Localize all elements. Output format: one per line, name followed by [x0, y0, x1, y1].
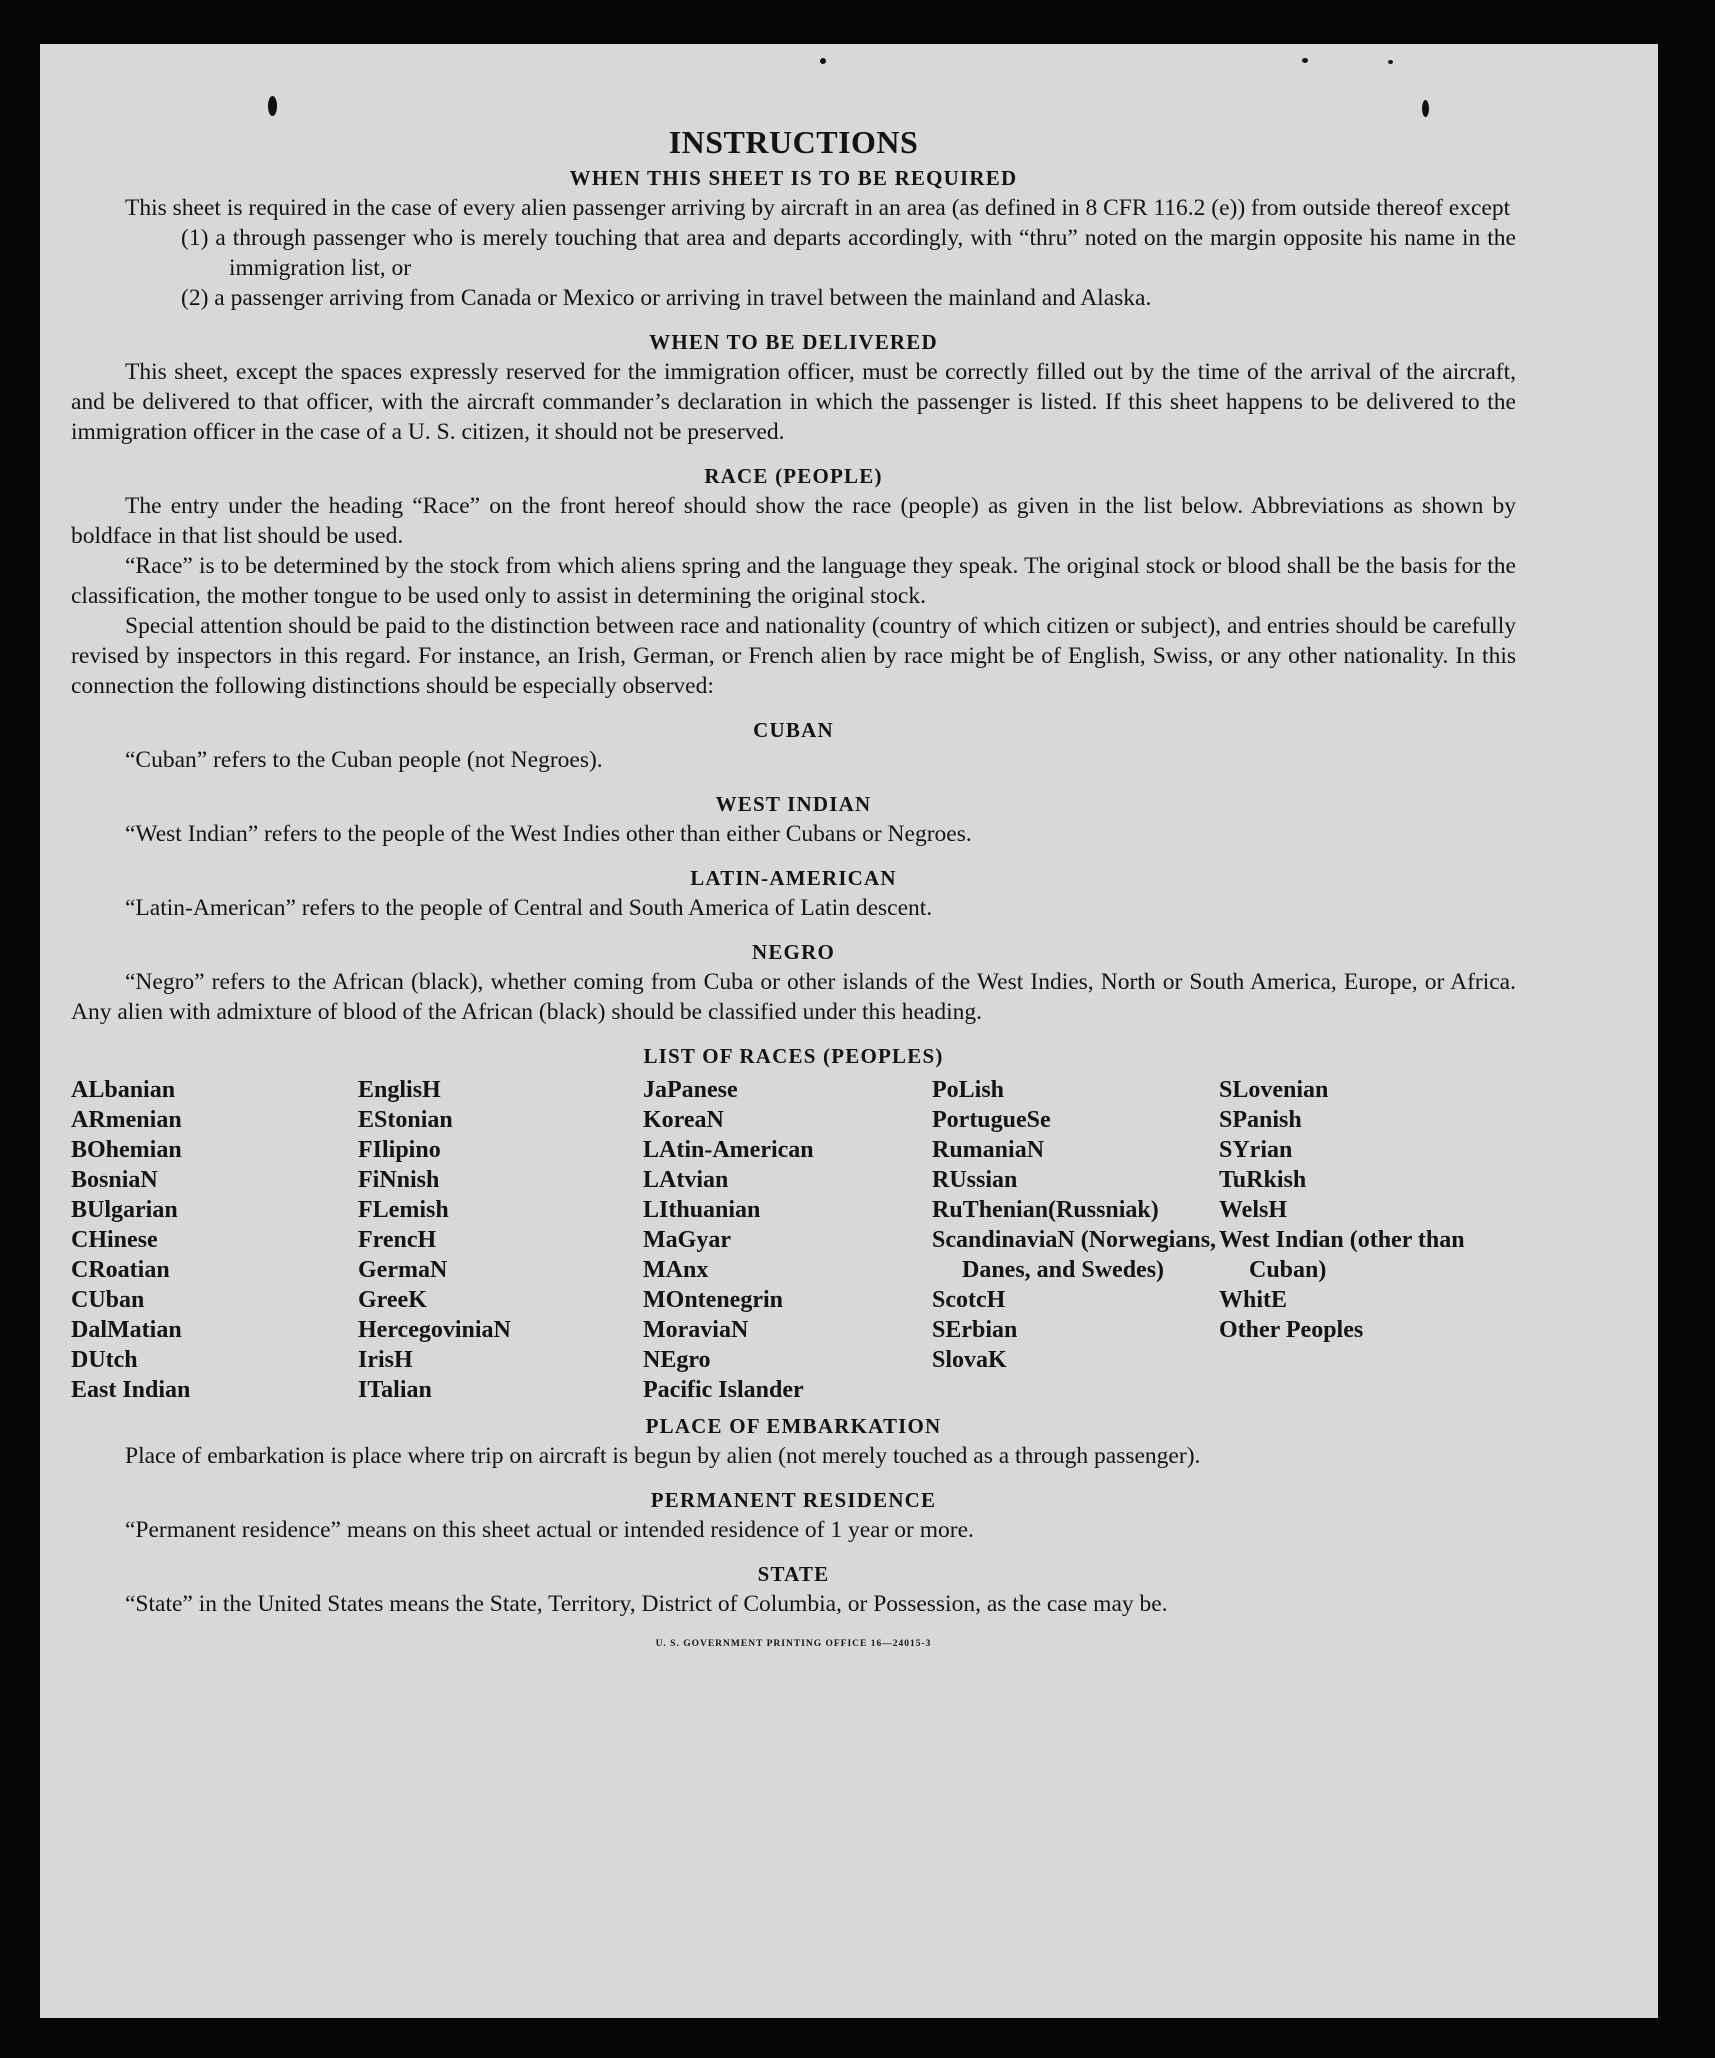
race-item: DUtch	[71, 1347, 138, 1373]
ink-speck	[1422, 100, 1429, 117]
race-item: SErbian	[932, 1317, 1018, 1343]
exception-item: (2) a passenger arriving from Canada or Mexico or arriving in travel between the mainland and Alaska.	[181, 285, 1152, 311]
permanent-residence-text: “Permanent residence” means on this sheet actual or intended residence of 1 year or more.	[125, 1517, 974, 1543]
race-item: ScotcH	[932, 1287, 1006, 1313]
race-item: GreeK	[358, 1287, 427, 1313]
race-item: PoLish	[932, 1077, 1005, 1103]
race-item: BUlgarian	[71, 1197, 178, 1223]
race-item: GermaN	[358, 1257, 448, 1283]
ink-speck	[1388, 60, 1393, 64]
race-item: FLemish	[358, 1197, 449, 1223]
race-item: LAtin-American	[643, 1137, 814, 1163]
race-item: FIlipino	[358, 1137, 441, 1163]
race-item: RumaniaN	[932, 1137, 1045, 1163]
race-item: MaGyar	[643, 1227, 731, 1253]
west-indian-text: “West Indian” refers to the people of the West Indies other than either Cubans or Negroes.	[125, 821, 972, 847]
heading-latin-american: LATIN-AMERICAN	[690, 866, 897, 890]
race-item: West Indian (other than Cuban)	[1219, 1227, 1465, 1283]
heading-state: STATE	[757, 1562, 830, 1586]
race-item: SLovenian	[1219, 1077, 1329, 1103]
race-item: SlovaK	[932, 1347, 1007, 1373]
race-column	[358, 1075, 643, 1405]
race-column	[1219, 1075, 1489, 1405]
page-title: INSTRUCTIONS	[668, 124, 919, 160]
cuban-text: “Cuban” refers to the Cuban people (not Negroes).	[125, 747, 603, 773]
race-item: CHinese	[71, 1227, 158, 1253]
race-item: HercegoviniaN	[358, 1317, 511, 1343]
race-paragraph: Special attention should be paid to the distinction between race and nationality (country of which citizen or subject), and entries should be carefully revised by inspectors in this regard. For instance, an Irish, German, or French alien by race might be of English, Swiss, or any other nationality. In this connection the following distinctions should be especially observed:	[71, 613, 1516, 699]
race-item: PortugueSe	[932, 1107, 1051, 1133]
race-item: East Indian	[71, 1377, 191, 1403]
state-text: “State” in the United States means the State, Territory, District of Columbia, or Possession, as the case may be.	[125, 1591, 1168, 1617]
race-item: CUban	[71, 1287, 145, 1313]
heading-race: RACE (PEOPLE)	[704, 464, 883, 488]
race-item: SPanish	[1219, 1107, 1302, 1133]
exception-item: (1) a through passenger who is merely touching that area and departs accordingly, with “thru” noted on the margin opposite his name in the immigration list, or	[181, 225, 1516, 281]
race-item: KoreaN	[643, 1107, 724, 1133]
race-item: ScandinaviaN (Norwegians, Danes, and Swedes)	[932, 1227, 1217, 1283]
race-item: BOhemian	[71, 1137, 182, 1163]
ink-speck	[820, 58, 826, 64]
race-item: CRoatian	[71, 1257, 170, 1283]
race-item: MAnx	[643, 1257, 709, 1283]
printer-imprint: U. S. GOVERNMENT PRINTING OFFICE 16—24015-3	[655, 1639, 932, 1649]
race-column	[643, 1075, 932, 1405]
race-item: MOntenegrin	[643, 1287, 783, 1313]
race-column	[71, 1075, 358, 1405]
ink-speck	[268, 96, 277, 116]
race-item: WelsH	[1219, 1197, 1288, 1223]
race-item: MoraviaN	[643, 1317, 749, 1343]
heading-west-indian: WEST INDIAN	[715, 792, 872, 816]
race-item: RUssian	[932, 1167, 1018, 1193]
race-item: RuThenian(Russniak)	[932, 1197, 1159, 1223]
race-item: FiNnish	[358, 1167, 440, 1193]
race-item: IrisH	[358, 1347, 413, 1373]
race-item: EStonian	[358, 1107, 453, 1133]
document-page	[40, 44, 1658, 2018]
embarkation-text: Place of embarkation is place where trip on aircraft is begun by alien (not merely touched as a through passenger).	[125, 1443, 1201, 1469]
race-item: Pacific Islander	[643, 1377, 804, 1403]
race-paragraph: “Race” is to be determined by the stock from which aliens spring and the language they speak. The original stock or blood shall be the basis for the classification, the mother tongue to be used only to assist in determining the original stock.	[71, 553, 1516, 609]
race-column	[932, 1075, 1219, 1405]
when-delivered-text: This sheet, except the spaces expressly reserved for the immigration officer, must be correctly filled out by the time of the arrival of the aircraft, and be delivered to that officer, with the aircraft commander’s declaration in which the passenger is listed. If this sheet happens to be delivered to the immigration officer in the case of a U. S. citizen, it should not be preserved.	[71, 359, 1516, 445]
race-paragraph: The entry under the heading “Race” on the front hereof should show the race (people) as given in the list below. Abbreviations as shown by boldface in that list should be used.	[71, 493, 1516, 549]
heading-negro: NEGRO	[751, 940, 835, 964]
race-item: BosniaN	[71, 1167, 158, 1193]
race-item: LIthuanian	[643, 1197, 761, 1223]
when-required-intro: This sheet is required in the case of every alien passenger arriving by aircraft in an area (as defined in 8 CFR 116.2 (e)) from outside thereof except	[125, 195, 1511, 221]
race-item: NEgro	[643, 1347, 711, 1373]
heading-cuban: CUBAN	[753, 718, 834, 742]
race-item: Other Peoples	[1219, 1317, 1364, 1343]
race-item: SYrian	[1219, 1137, 1293, 1163]
heading-embarkation: PLACE OF EMBARKATION	[645, 1414, 942, 1438]
race-item: JaPanese	[643, 1077, 738, 1103]
race-item: LAtvian	[643, 1167, 729, 1193]
race-item: DalMatian	[71, 1317, 182, 1343]
race-item: WhitE	[1219, 1287, 1288, 1313]
heading-list-of-races: LIST OF RACES (PEOPLES)	[643, 1044, 944, 1068]
heading-when-required: WHEN THIS SHEET IS TO BE REQUIRED	[569, 166, 1018, 190]
heading-permanent-residence: PERMANENT RESIDENCE	[650, 1488, 937, 1512]
race-item: TuRkish	[1219, 1167, 1307, 1193]
heading-when-delivered: WHEN TO BE DELIVERED	[649, 330, 938, 354]
ink-speck	[1302, 58, 1308, 63]
race-item: ITalian	[358, 1377, 432, 1403]
latin-american-text: “Latin-American” refers to the people of Central and South America of Latin descent.	[125, 895, 933, 921]
race-item: EnglisH	[358, 1077, 441, 1103]
race-item: FrencH	[358, 1227, 437, 1253]
race-item: ALbanian	[71, 1077, 176, 1103]
race-list	[71, 1075, 1516, 1405]
negro-text: “Negro” refers to the African (black), whether coming from Cuba or other islands of the West Indies, North or South America, Europe, or Africa. Any alien with admixture of blood of the African (black) should be classified under this heading.	[71, 969, 1516, 1025]
race-item: ARmenian	[71, 1107, 182, 1133]
